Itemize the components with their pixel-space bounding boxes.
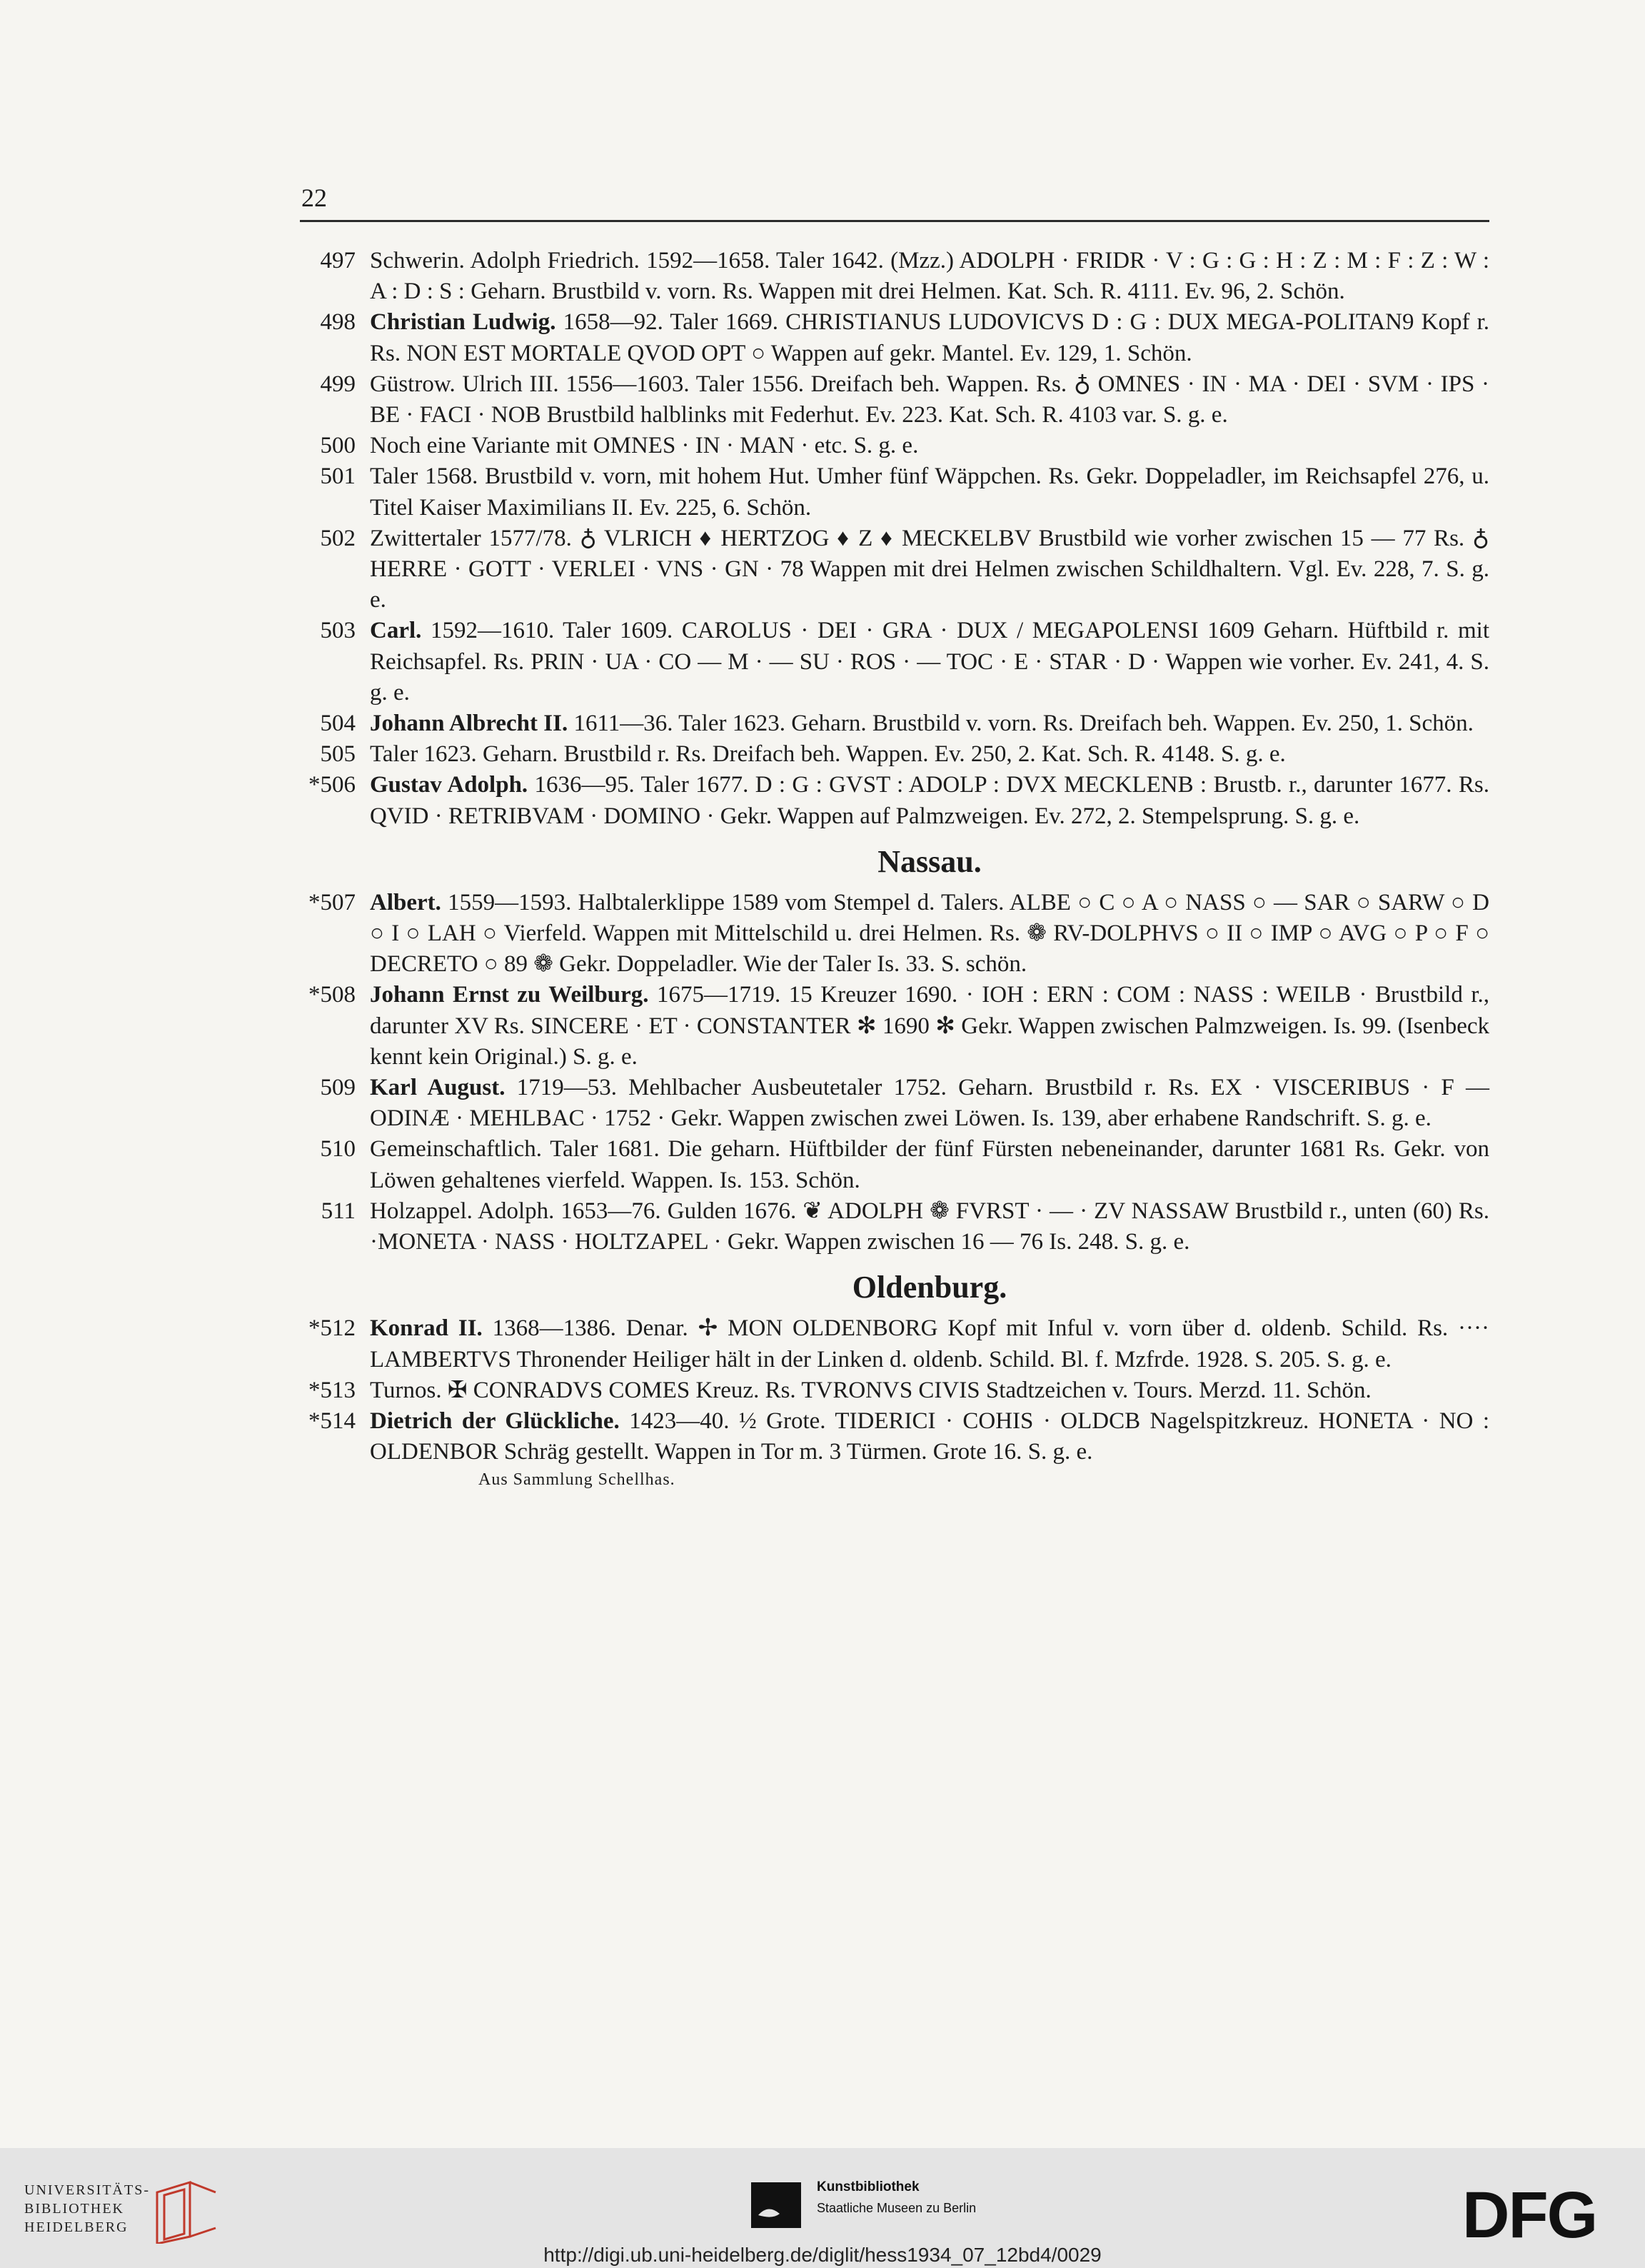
university-line: UNIVERSITÄTS-: [24, 2182, 150, 2198]
catalog-entry: [286, 770, 1489, 831]
university-line: HEIDELBERG: [24, 2219, 129, 2235]
entry-number: 500: [320, 433, 356, 459]
catalog-entry: [286, 523, 1489, 616]
entry-number: 511: [321, 1198, 356, 1224]
university-library-logo[interactable]: [24, 2178, 231, 2242]
permalink-url[interactable]: http://digi.ub.uni-heidelberg.de/diglit/hess1934_07_12bd4/0029: [543, 2244, 1102, 2266]
entry-text: Zwittertaler 1577/78. ♁ VLRICH ♦ HERTZOG ♦ Z ♦ MECKELBV Brustbild wie vorher zwischen 15 — 77 Rs. ♁ HERRE · GOTT · VERLEI · VNS · GN · 78 Wappen mit drei Helmen zwischen Schildhaltern. Vgl. Ev. 228, 7. S. g. e.: [370, 525, 1489, 613]
catalog-content: [286, 246, 1489, 1492]
catalog-entry: [286, 431, 1489, 461]
entry-text: Taler 1623. Geharn. Brustbild r. Rs. Dreifach beh. Wappen. Ev. 250, 2. Kat. Sch. R. 4148. S. g. e.: [370, 741, 1286, 768]
entry-number: *514: [308, 1408, 356, 1434]
entry-lead: Konrad II.: [370, 1315, 483, 1342]
entry-number: 505: [320, 741, 356, 768]
university-name: [24, 2181, 150, 2237]
source-note: Aus Sammlung Schellhas.: [478, 1470, 675, 1490]
entry-number: *513: [308, 1377, 356, 1403]
entry-lead: Gustav Adolph.: [370, 772, 528, 798]
entry-number: 503: [320, 618, 356, 644]
section-nassau: [286, 845, 1489, 1258]
entry-number: *512: [308, 1315, 356, 1342]
entry-text: 1368—1386. Denar. ✢ MON OLDENBORG Kopf mit Inful v. vorn über d. oldenb. Schild. Rs. ···· LAMBERTVS Thronender Heiliger hält in der Linken d. oldenb. Schild. Bl. f. Mzfrde. 1928. S. 205. S. g. e.: [370, 1315, 1489, 1373]
entry-lead: Christian Ludwig.: [370, 309, 556, 336]
entry-text: Noch eine Variante mit OMNES · IN · MAN · etc. S. g. e.: [370, 433, 919, 459]
entry-text: 1423—40. ½ Grote. TIDERICI · COHIS · OLDCB Nagelspitzkreuz. HONETA · NO : OLDENBOR Schräg gestellt. Wappen in Tor m. 3 Türmen. Grote 16. S. g. e.: [370, 1408, 1489, 1465]
catalog-entry: [286, 888, 1489, 980]
catalog-entry: [286, 461, 1489, 523]
entry-lead: Dietrich der Glückliche.: [370, 1408, 620, 1434]
catalog-entry: [286, 246, 1489, 307]
entry-number: 502: [320, 525, 356, 551]
university-line: BIBLIOTHEK: [24, 2201, 124, 2217]
entry-number: *507: [308, 889, 356, 915]
entry-lead: Johann Albrecht II.: [370, 711, 568, 737]
entry-text: 1592—1610. Taler 1609. CAROLUS · DEI · GRA · DUX / MEGAPOLENSI 1609 Geharn. Hüftbild r. mit Reichsapfel. Rs. PRIN · UA · CO — M · — SU · ROS · — TOC · E · STAR · D · Wappen wie vorher. Ev. 241, 4. S. g. e.: [370, 618, 1489, 706]
entry-text: 1658—92. Taler 1669. CHRISTIANUS LUDOVICVS D : G : DUX MEGA-POLITAN9 Kopf r. Rs. NON EST MORTALE QVOD OPT ○ Wappen auf gekr. Mantel. Ev. 129, 1. Schön.: [370, 309, 1489, 366]
entry-lead: Karl August.: [370, 1075, 505, 1101]
entry-text: Holzappel. Adolph. 1653—76. Gulden 1676. ❦ ADOLPH ❁ FVRST · — · ZV NASSAW Brustbild r., unten (60) Rs. ·MONETA · NASS · HOLTZAPEL · Gekr. Wappen zwischen 16 — 76 Is. 248. S. g. e.: [370, 1198, 1489, 1255]
entry-text: 1611—36. Taler 1623. Geharn. Brustbild v. vorn. Rs. Dreifach beh. Wappen. Ev. 250, 1. Schön.: [568, 711, 1474, 737]
catalog-entry: [286, 739, 1489, 770]
entry-text: Güstrow. Ulrich III. 1556—1603. Taler 1556. Dreifach beh. Wappen. Rs. ♁ OMNES · IN · MA · DEI · SVM · IPS · BE · FACI · NOB Brustbild halblinks mit Federhut. Ev. 223. Kat. Sch. R. 4103 var. S. g. e.: [370, 371, 1489, 428]
entry-number: 498: [320, 309, 356, 336]
entry-text: Taler 1568. Brustbild v. vorn, mit hohem Hut. Umher fünf Wäppchen. Rs. Gekr. Doppeladler, im Reichsapfel 276, u. Titel Kaiser Maximilians II. Ev. 225, 6. Schön.: [370, 463, 1489, 521]
entry-number: 509: [320, 1075, 356, 1101]
catalog-entry: [286, 1406, 1489, 1467]
entry-number: 501: [320, 463, 356, 490]
dfg-logo[interactable]: DFG: [1462, 2179, 1597, 2252]
section-heading: Oldenburg.: [852, 1270, 1007, 1305]
entry-text: Gemeinschaftlich. Taler 1681. Die geharn. Hüftbilder der fünf Fürsten nebeneinander, darunter 1681 Rs. Gekr. von Löwen gehaltenes vierfeld. Wappen. Is. 153. Schön.: [370, 1136, 1489, 1193]
entry-text: Turnos. ✠ CONRADVS COMES Kreuz. Rs. TVRONVS CIVIS Stadtzeichen v. Tours. Merzd. 11. Schön.: [370, 1377, 1372, 1403]
kunstbibliothek-subtitle: Staatliche Museen zu Berlin: [817, 2201, 977, 2215]
entry-number: 504: [320, 711, 356, 737]
header-rule: [300, 220, 1489, 222]
catalog-entry: [286, 1196, 1489, 1258]
entry-number: *508: [308, 982, 356, 1008]
entry-lead: Albert.: [370, 889, 441, 915]
entry-text: 1636—95. Taler 1677. D : G : GVST : ADOLP : DVX MECKLENB : Brustb. r., darunter 1677. Rs. QVID · RETRIBVAM · DOMINO · Gekr. Wappen auf Palmzweigen. Ev. 272, 2. Stempelsprung. S. g. e.: [370, 772, 1489, 829]
kunstbibliothek-mark-icon: [751, 2182, 801, 2228]
catalog-entry: [286, 980, 1489, 1073]
catalog-entry: [286, 1073, 1489, 1134]
entry-number: 497: [320, 248, 356, 274]
page-number: 22: [301, 184, 327, 212]
entry-lead: Carl.: [370, 618, 422, 644]
entry-number: 499: [320, 371, 356, 397]
section-mecklenburg: [286, 246, 1489, 832]
viewer-footer: [0, 2148, 1645, 2268]
kunstbibliothek-name: Kunstbibliothek: [817, 2179, 920, 2194]
kunstbibliothek-logo[interactable]: [751, 2177, 1051, 2234]
entry-text: 1675—1719. 15 Kreuzer 1690. · IOH : ERN : COM : NASS : WEILB · Brustbild r., darunter XV Rs. SINCERE · ET · CONSTANTER ✻ 1690 ✻ Gekr. Wappen zwischen Palmzweigen. Is. 99. (Isenbeck kennt kein Original.) S. g. e.: [370, 982, 1489, 1070]
entry-lead: Johann Ernst zu Weilburg.: [370, 982, 649, 1008]
catalog-entry: [286, 1375, 1489, 1406]
entry-number: 510: [320, 1136, 356, 1163]
catalog-entry: [286, 369, 1489, 431]
entry-text: 1719—53. Mehlbacher Ausbeutetaler 1752. Geharn. Brustbild r. Rs. EX · VISCERIBUS · F — ODINÆ · MEHLBAC · 1752 · Gekr. Wappen zwischen zwei Löwen. Is. 139, aber erhabene Randschrift. S. g. e.: [370, 1075, 1489, 1132]
section-heading: Nassau.: [877, 843, 982, 879]
catalog-entry: [286, 1313, 1489, 1375]
catalog-entry: [286, 708, 1489, 739]
entry-text: 1559—1593. Halbtalerklippe 1589 vom Stempel d. Talers. ALBE ○ C ○ A ○ NASS ○ — SAR ○ SARW ○ D ○ I ○ LAH ○ Vierfeld. Wappen mit Mittelschild u. drei Helmen. Rs. ❁ RV-DOLPHVS ○ II ○ IMP ○ AVG ○ P ○ F ○ DECRETO ○ 89 ❁ Gekr. Doppeladler. Wie der Taler Is. 33. S. schön.: [370, 889, 1489, 978]
catalog-entry: [286, 307, 1489, 368]
library-emblem-icon: [147, 2178, 226, 2244]
catalog-entry: [286, 616, 1489, 708]
catalog-entry: [286, 1134, 1489, 1195]
section-oldenburg: [286, 1270, 1489, 1492]
entry-number: *506: [308, 772, 356, 798]
entry-text: Schwerin. Adolph Friedrich. 1592—1658. Taler 1642. (Mzz.) ADOLPH · FRIDR · V : G : G : H : Z : M : F : Z : W : A : D : S : Geharn. Brustbild v. vorn. Rs. Wappen mit drei Helmen. Kat. Sch. R. 4111. Ev. 96, 2. Schön.: [370, 248, 1489, 305]
